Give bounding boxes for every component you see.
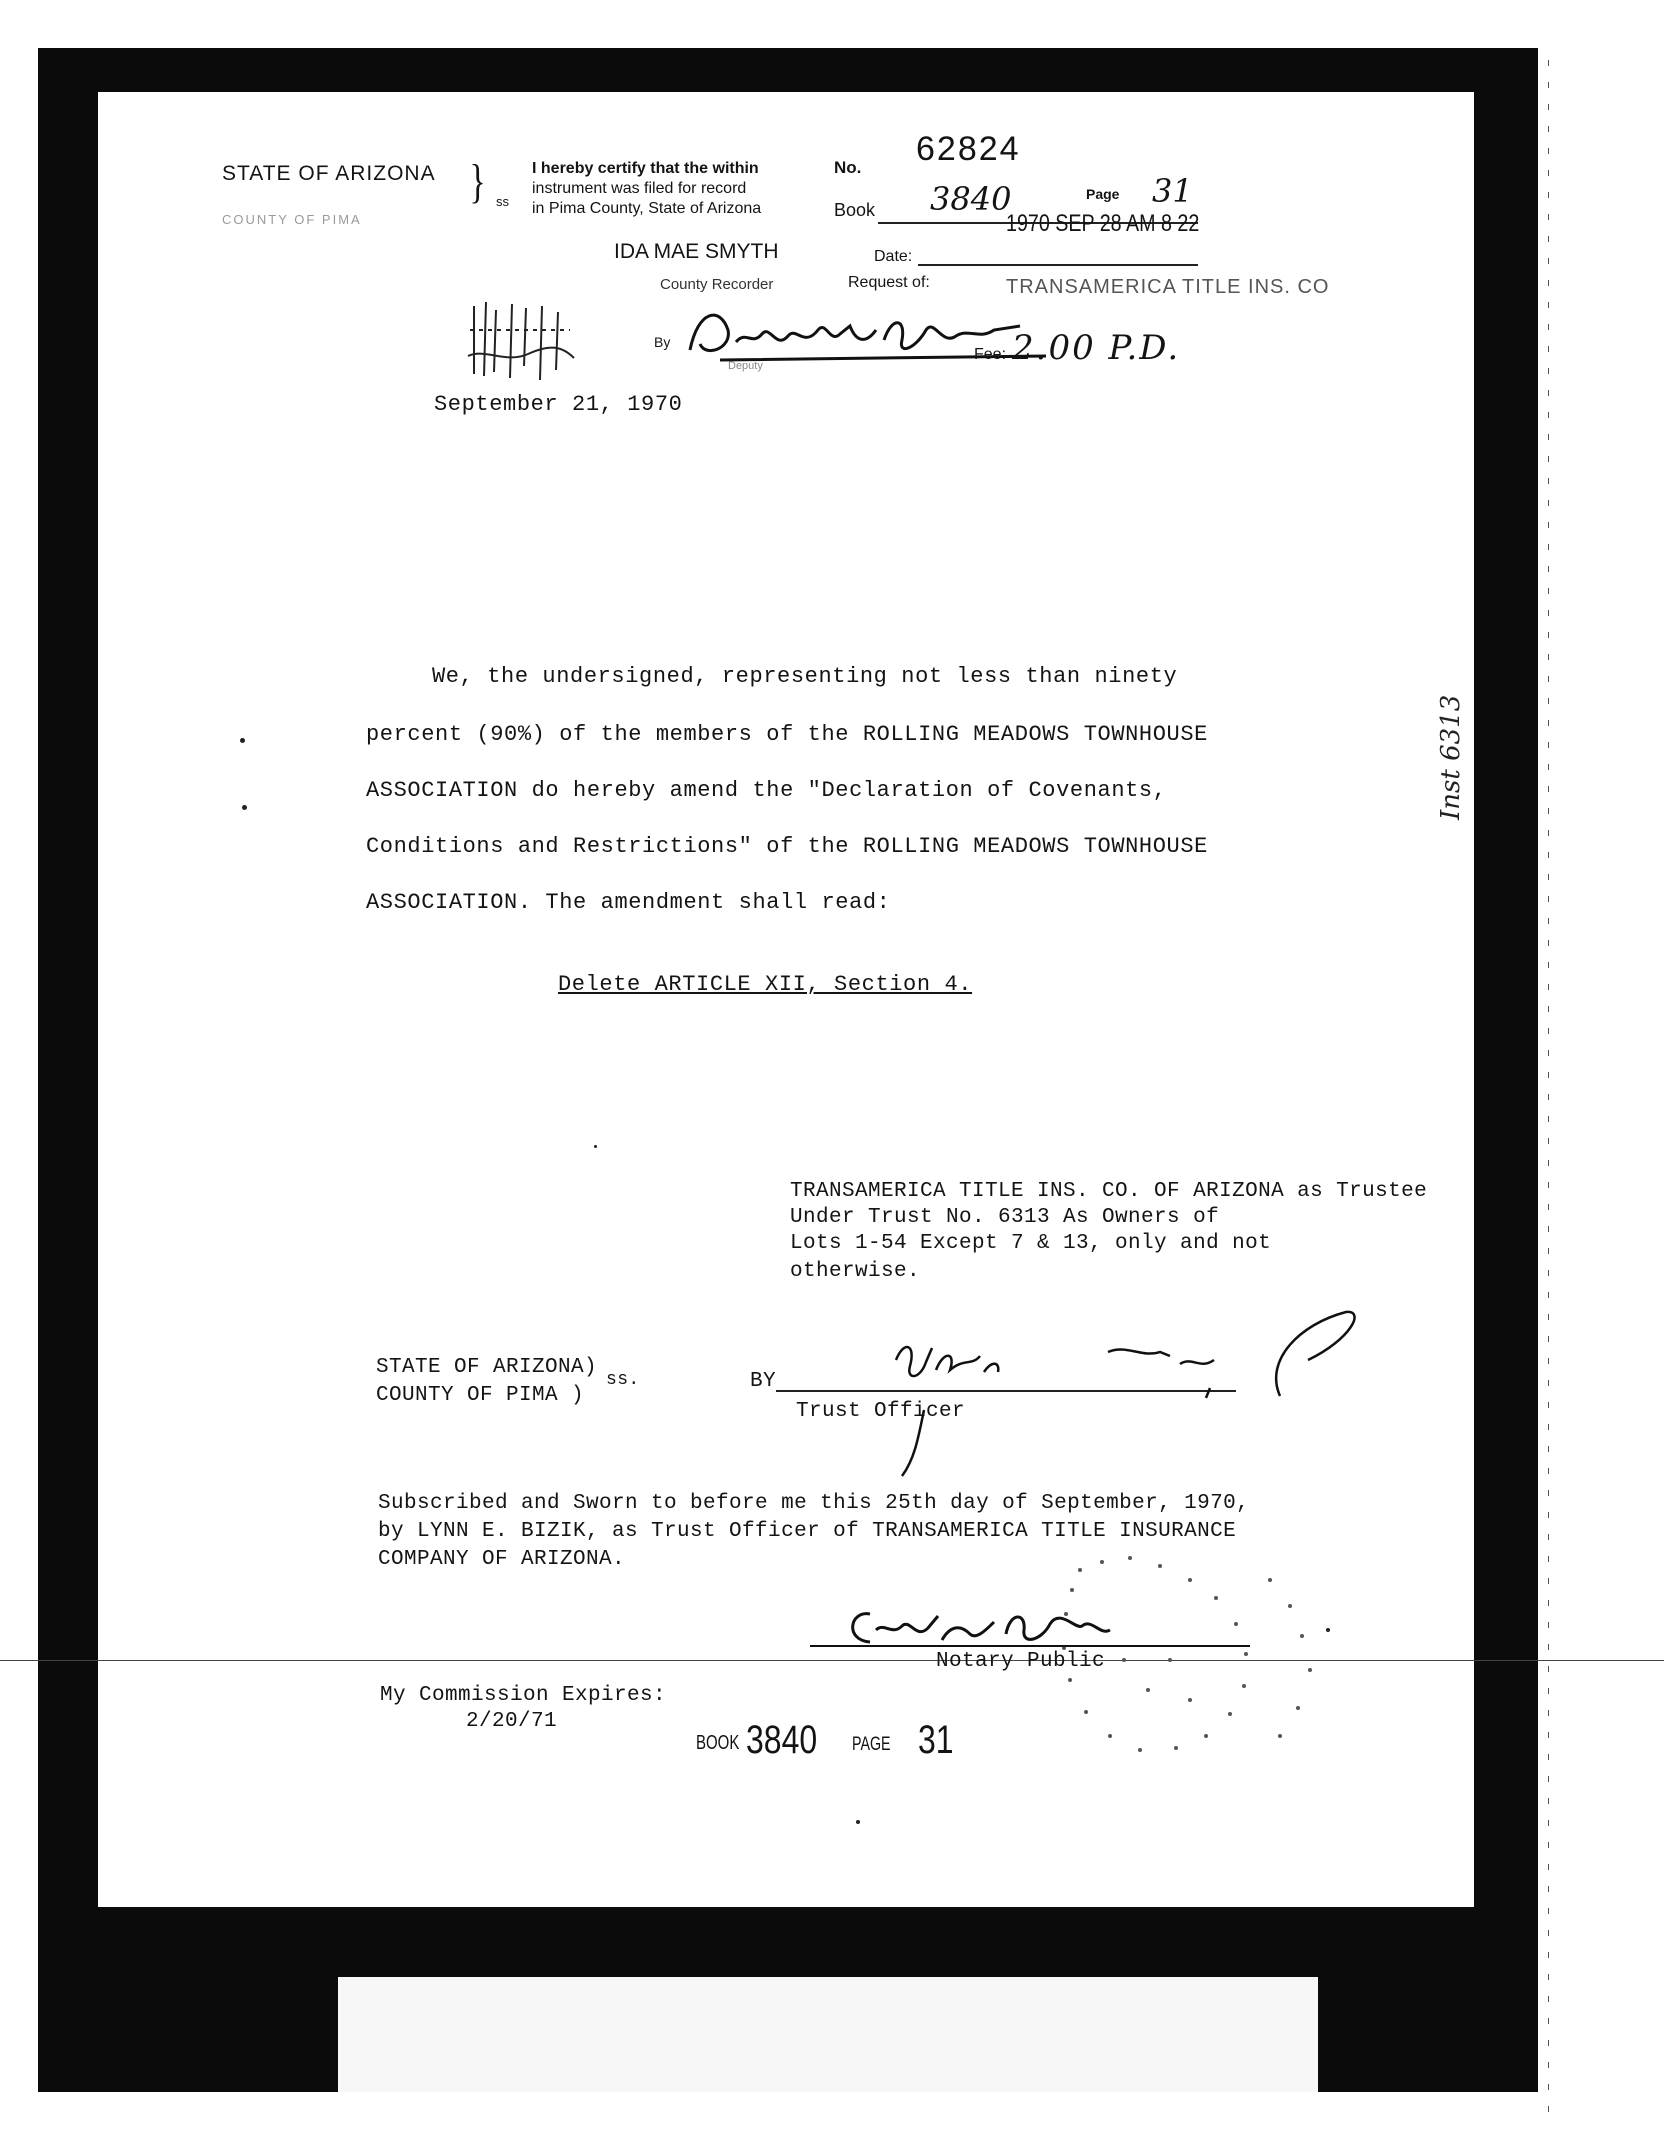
notary-signature: [810, 1600, 1260, 1656]
scan-border-bottom-left: [38, 1975, 338, 2092]
scan-artifact-line: [0, 1660, 1664, 1661]
commission-date: 2/20/71: [466, 1710, 558, 1733]
stamp-number: 62824: [916, 130, 1021, 168]
document-date: September 21, 1970: [434, 392, 683, 417]
stamp-request-label: Request of:: [848, 274, 930, 291]
body-line: percent (90%) of the members of the ROLLING MEADOWS TOWNHOUSE: [366, 722, 1208, 747]
notary-line: by LYNN E. BIZIK, as Trust Officer of TRANSAMERICA TITLE INSURANCE: [378, 1520, 1237, 1543]
body-line: Conditions and Restrictions" of the ROLLING MEADOWS TOWNHOUSE: [366, 834, 1208, 859]
stamp-seal-mark: [466, 296, 576, 386]
scan-border-left: [38, 48, 98, 1978]
margin-note: Inst 6313: [1436, 694, 1466, 820]
stamp-book-value: 3840: [930, 180, 1012, 218]
stamp-page-value: 31: [1152, 172, 1193, 210]
scan-margin-line: [1548, 60, 1549, 2120]
stamp-certify-line: in Pima County, State of Arizona: [532, 200, 762, 217]
scan-border-bottom: [38, 1907, 1538, 1979]
amendment-text: Delete ARTICLE XII, Section 4.: [558, 972, 973, 997]
footer-page-label: PAGE: [852, 1734, 891, 1755]
footer-page-value: 31: [918, 1718, 954, 1762]
stamp-brace: }: [469, 155, 486, 208]
body-line: ASSOCIATION do hereby amend the "Declaration of Covenants,: [366, 778, 1167, 803]
stamp-request-value: TRANSAMERICA TITLE INS. CO: [1006, 276, 1330, 298]
stamp-page-label: Page: [1086, 186, 1120, 202]
trustee-line: Under Trust No. 6313 As Owners of: [790, 1206, 1220, 1229]
notary-title: Notary Public: [936, 1650, 1106, 1673]
stamp-recorder-title: County Recorder: [660, 276, 774, 293]
notary-line: COMPANY OF ARIZONA.: [378, 1548, 626, 1571]
trustee-by-label: BY: [750, 1370, 777, 1393]
stamp-date-rule: [918, 264, 1198, 266]
trustee-line: otherwise.: [790, 1260, 921, 1283]
scan-border-top: [38, 48, 1538, 94]
scan-speck: [856, 1820, 860, 1824]
stamp-fee-label: Fee:: [974, 346, 1007, 363]
venue-county: COUNTY OF PIMA ): [376, 1384, 585, 1407]
stamp-deputy-label: Deputy: [728, 360, 763, 372]
stamp-ss: ss: [496, 194, 509, 209]
footer-book-value: 3840: [746, 1718, 818, 1762]
trust-officer-signature: [880, 1300, 1370, 1480]
stamp-date-label: Date:: [874, 248, 913, 265]
venue-state: STATE OF ARIZONA): [376, 1356, 598, 1379]
stamp-certify-line: I hereby certify that the within: [532, 160, 759, 177]
scan-speck: [594, 1145, 597, 1148]
notary-line: Subscribed and Sworn to before me this 25th day of September, 1970,: [378, 1492, 1250, 1515]
stamp-certify-line: instrument was filed for record: [532, 180, 747, 197]
commission-label: My Commission Expires:: [380, 1684, 667, 1707]
trustee-line: Lots 1-54 Except 7 & 13, only and not: [790, 1232, 1272, 1255]
footer-book-label: BOOK: [696, 1732, 740, 1754]
stamp-county: COUNTY OF PIMA: [222, 212, 362, 227]
stamp-by-label: By: [654, 334, 671, 350]
scan-border-right: [1474, 48, 1538, 2092]
venue-ss: ss.: [606, 1370, 640, 1390]
scan-bottom-strip: [338, 1977, 1318, 2092]
scan-border-bottom-right: [1318, 1975, 1478, 2092]
trustee-line: TRANSAMERICA TITLE INS. CO. OF ARIZONA as Trustee: [790, 1180, 1428, 1203]
trustee-signer-title: Trust Officer: [796, 1400, 966, 1423]
stamp-date-time: 1970 SEP 28 AM 8 22: [1006, 210, 1200, 237]
body-line: We, the undersigned, representing not less than ninety: [432, 664, 1178, 689]
stamp-recorder-name: IDA MAE SMYTH: [614, 240, 779, 263]
stamp-book-label: Book: [834, 200, 876, 220]
stamp-fee-value: 2.00 P.D.: [1012, 328, 1181, 368]
body-line: ASSOCIATION. The amendment shall read:: [366, 890, 891, 915]
scan-speck: [240, 738, 245, 743]
scan-speck: [242, 805, 247, 810]
stamp-no-label: No.: [834, 158, 862, 177]
stamp-state: STATE OF ARIZONA: [222, 162, 436, 185]
